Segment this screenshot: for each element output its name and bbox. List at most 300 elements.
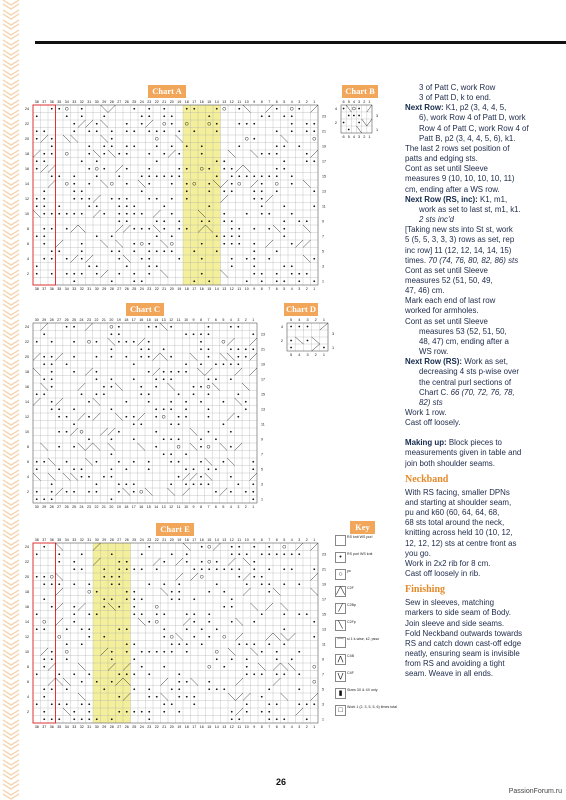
chart-number: 22: [25, 340, 29, 345]
chart-number: 7: [207, 505, 210, 509]
instr-line: inc row] 11 (12, 12, 14, 14, 15): [405, 245, 512, 255]
chart-number: 3: [332, 331, 335, 336]
chart-number: 6: [342, 100, 345, 104]
chart-number: 3: [261, 482, 263, 487]
chart-number: 2: [280, 338, 283, 343]
instr-line: cm, ending after a WS row.: [405, 184, 500, 194]
chart-number: 11: [176, 318, 181, 322]
chart-number: 38: [34, 538, 39, 542]
chart-number: 20: [25, 575, 29, 580]
chart-number: 9: [253, 100, 256, 104]
chart-number: 5: [222, 318, 225, 322]
chart-number: 14: [25, 620, 29, 625]
key-item: [335, 620, 400, 630]
key-text: RS knit WS purl: [347, 535, 373, 539]
chart-number: 1: [313, 538, 316, 542]
key-symbol-icon: ╱╲: [336, 588, 345, 595]
chart-number: 2: [314, 353, 317, 357]
chart-number: 3: [358, 135, 361, 139]
chart-number: 7: [268, 725, 271, 729]
chart-number: 36: [49, 100, 54, 104]
chart-number: 20: [109, 505, 114, 509]
instr-line: Join sleeve and side seams.: [405, 618, 505, 628]
chart-number: 11: [237, 725, 242, 729]
chart-number: 23: [87, 505, 91, 509]
chart-number: 38: [34, 725, 39, 729]
chart-number: 17: [192, 725, 197, 729]
chart-number: 38: [34, 287, 39, 291]
key-text: C4F: [347, 671, 354, 675]
instr-line: worked for armholes.: [405, 306, 479, 316]
chart-number: 22: [94, 505, 99, 509]
key-item: [335, 637, 400, 647]
chart-number: 30: [94, 287, 99, 291]
key-item: [335, 569, 400, 579]
instr-line: Mark each end of last row: [405, 296, 496, 306]
instr-line: 48, 47) cm, ending after a: [419, 336, 509, 346]
chart-number: 6: [27, 242, 29, 247]
chart-number: 15: [146, 505, 151, 509]
chart-number: 30: [94, 538, 99, 542]
chart-number: 30: [34, 505, 39, 509]
instr-line: WS row.: [419, 347, 449, 357]
chart-number: 16: [199, 100, 204, 104]
chart-number: 25: [132, 100, 137, 104]
chart-number: 26: [124, 287, 129, 291]
chart-number: 9: [192, 505, 195, 509]
instr-text: times.: [405, 255, 427, 265]
chart-number: 25: [132, 725, 137, 729]
chart-number: 1: [322, 353, 325, 357]
chart-number: 31: [87, 725, 92, 729]
chart-number: 35: [57, 725, 62, 729]
key-text: yo: [347, 569, 351, 573]
instr-line: knitting across held 10 (10, 12,: [405, 528, 513, 538]
instr-line: 6), work Row 4 of Patt D, work: [419, 113, 526, 123]
chart-number: 18: [25, 152, 29, 157]
chart-number: 1: [332, 345, 335, 350]
chart-number: 35: [57, 538, 62, 542]
chart-number: 37: [42, 287, 47, 291]
chart-number: 22: [154, 725, 159, 729]
key-item: [335, 688, 400, 698]
chart-number: 16: [139, 505, 144, 509]
chart-number: 13: [222, 725, 227, 729]
chart-number: 25: [72, 318, 77, 322]
chart-number: 34: [64, 100, 69, 104]
chart-number: 8: [27, 665, 29, 670]
chart-number: 10: [244, 538, 249, 542]
chart-number: 5: [261, 467, 263, 472]
chart-number: 27: [117, 725, 122, 729]
instr-line: The last 2 rows set position of: [405, 143, 510, 153]
chart-number: 35: [57, 100, 62, 104]
instr-line: Cast off loosely.: [405, 418, 461, 428]
watermark: PassionForum.ru: [508, 788, 562, 795]
chart-number: 11: [237, 100, 242, 104]
instr-line: patts and edging sts.: [405, 154, 478, 164]
instr-line: markers to side seam of Body.: [405, 608, 511, 618]
chart-number: 36: [49, 725, 54, 729]
key-symbol-icon: ▮: [335, 688, 346, 699]
chart-number: 11: [322, 204, 326, 209]
pattern-instructions: [405, 83, 563, 679]
chart-number: 21: [261, 347, 265, 352]
chart-d-grid: [287, 323, 328, 351]
instr-text: K1, p2 (3, 4, 4, 5,: [443, 103, 507, 113]
instr-line: [405, 103, 563, 113]
chart-number: 36: [49, 538, 54, 542]
instr-line: With RS facing, smaller DPNs: [405, 487, 510, 497]
chart-number: 2: [305, 725, 308, 729]
chart-number: 4: [352, 100, 355, 104]
instr-line: [405, 256, 563, 266]
chart-number: 32: [79, 725, 84, 729]
chart-number: 1: [376, 127, 379, 132]
chart-number: 16: [199, 538, 204, 542]
key-text: C4B: [347, 654, 354, 658]
chart-number: 16: [25, 385, 29, 390]
chart-number: 2: [305, 100, 308, 104]
chart-number: 17: [322, 159, 326, 164]
chart-c-grid: [33, 323, 257, 503]
chart-number: 1: [368, 135, 371, 139]
chart-number: 1: [261, 497, 263, 502]
key-symbol-icon: ⋀: [335, 654, 346, 665]
chart-number: 4: [280, 324, 283, 329]
instr-line: 2 sts inc'd: [419, 215, 454, 225]
chart-number: 1: [368, 100, 371, 104]
chart-number: 29: [102, 100, 107, 104]
instr-line: seam. Weave in all ends.: [405, 669, 494, 679]
key-symbol-icon: ╱: [335, 603, 346, 614]
chart-number: 21: [101, 318, 106, 322]
chart-number: 28: [49, 318, 54, 322]
chart-number: 37: [42, 100, 47, 104]
chart-number: 14: [214, 725, 219, 729]
instr-line: Work in 2x2 rib for 8 cm.: [405, 558, 491, 568]
chart-number: 10: [184, 318, 189, 322]
instr-line: Sew in sleeves, matching: [405, 598, 495, 608]
key-item: [335, 552, 400, 562]
chart-number: 27: [117, 538, 122, 542]
chart-number: 6: [342, 135, 345, 139]
chart-number: 6: [27, 460, 29, 465]
chart-number: 15: [207, 287, 212, 291]
chart-number: 17: [131, 505, 136, 509]
instr-line: Fold Neckband outwards towards: [405, 628, 523, 638]
chart-number: 20: [169, 100, 174, 104]
chart-b-label: Chart B: [342, 85, 378, 98]
chart-number: 21: [322, 567, 326, 572]
chart-number: 17: [131, 318, 136, 322]
chart-number: 8: [200, 318, 202, 322]
chart-number: 15: [207, 725, 212, 729]
chart-number: 21: [322, 129, 326, 134]
chart-number: 24: [139, 538, 144, 542]
chart-number: 12: [169, 318, 174, 322]
chart-number: 13: [322, 189, 326, 194]
chart-number: 5: [283, 725, 286, 729]
chart-number: 17: [192, 100, 197, 104]
chart-number: 3: [237, 505, 240, 509]
key-symbol-icon: □: [335, 705, 346, 716]
instr-line: Cont as set until Sleeve: [405, 316, 488, 326]
chart-c-label: Chart C: [126, 303, 164, 316]
chart-number: 4: [229, 505, 232, 509]
chart-number: 13: [161, 505, 166, 509]
chart-number: 35: [57, 287, 62, 291]
chart-number: 16: [25, 167, 29, 172]
chart-number: 23: [147, 725, 152, 729]
chart-number: 7: [268, 100, 271, 104]
chart-number: 12: [25, 415, 29, 420]
chart-number: 18: [124, 505, 129, 509]
chart-number: 8: [260, 538, 263, 542]
neckband-heading: Neckband: [405, 473, 449, 485]
chart-number: 16: [199, 725, 204, 729]
chart-number: 2: [27, 272, 29, 277]
instr-line: decreasing 4 sts p-wise over: [419, 367, 519, 377]
chart-number: 30: [34, 318, 39, 322]
chart-number: 34: [64, 287, 69, 291]
instr-text: 66 (70, 72, 76, 78,: [448, 387, 515, 397]
chart-number: 28: [49, 505, 54, 509]
chart-number: 1: [313, 287, 316, 291]
chart-number: 4: [290, 725, 293, 729]
chart-number: 37: [42, 538, 47, 542]
chart-number: 4: [298, 353, 301, 357]
chart-number: 26: [64, 318, 69, 322]
chart-number: 19: [177, 100, 182, 104]
chart-number: 3: [298, 725, 301, 729]
chart-number: 1: [322, 279, 324, 284]
chart-number: 1: [313, 100, 316, 104]
chart-a-label: Chart A: [148, 85, 186, 98]
chart-number: 1: [252, 318, 255, 322]
chart-number: 2: [305, 287, 308, 291]
chart-number: 25: [132, 538, 137, 542]
chart-number: 3: [322, 264, 324, 269]
instr-line: Work 1 row.: [405, 408, 447, 417]
chart-number: 15: [322, 612, 326, 617]
chart-number: 23: [147, 538, 152, 542]
instr-line: 12, 12, 12) sts at centre front as: [405, 538, 517, 548]
chart-number: 12: [229, 538, 234, 542]
chart-number: 13: [222, 538, 227, 542]
chart-number: 17: [192, 287, 197, 291]
chart-number: 24: [25, 107, 29, 112]
chart-number: 27: [117, 100, 122, 104]
chart-number: 2: [27, 710, 29, 715]
chart-number: 24: [79, 318, 84, 322]
chart-number: 18: [184, 538, 189, 542]
chart-number: 4: [334, 106, 337, 111]
finishing-heading: Finishing: [405, 584, 446, 596]
chart-number: 2: [244, 505, 247, 509]
chart-number: 3: [322, 702, 324, 707]
chart-number: 29: [42, 318, 47, 322]
chart-number: 13: [222, 287, 227, 291]
chart-number: 15: [207, 538, 212, 542]
chart-number: 22: [94, 318, 99, 322]
chart-number: 5: [322, 687, 324, 692]
chart-number: 3: [358, 100, 361, 104]
chart-number: 4: [27, 475, 29, 480]
instr-line: measures 53 (52, 51, 50,: [419, 326, 507, 336]
key-text: sl 1 k-wise, k2, psso: [347, 637, 380, 641]
chart-b-grid: [341, 105, 372, 133]
chart-number: 12: [229, 725, 234, 729]
chart-number: 26: [124, 725, 129, 729]
chart-number: 7: [268, 287, 271, 291]
chart-number: 21: [162, 725, 167, 729]
chart-number: 7: [268, 538, 271, 542]
chart-number: 29: [102, 538, 107, 542]
chart-number: 19: [177, 538, 182, 542]
chart-d-label: Chart D: [284, 303, 318, 316]
instr-text: K1, m1,: [477, 194, 508, 204]
chart-number: 19: [177, 287, 182, 291]
chart-number: 17: [192, 538, 197, 542]
key-symbol-icon: [335, 535, 346, 546]
chart-number: 10: [244, 287, 249, 291]
instr-line: from RS and avoiding a tight: [405, 659, 505, 669]
chart-number: 6: [275, 287, 278, 291]
chart-number: 2: [27, 490, 29, 495]
instr-line: [405, 195, 563, 205]
chart-number: 10: [244, 725, 249, 729]
key-text: C2F: [347, 586, 354, 590]
chart-number: 5: [347, 135, 350, 139]
instr-line: [Taking new sts into St st, work: [405, 225, 513, 235]
next-row-inc-heading: Next Row (RS, inc):: [405, 194, 478, 204]
chart-number: 30: [94, 100, 99, 104]
chart-number: 13: [161, 318, 166, 322]
chart-number: 7: [207, 318, 210, 322]
instr-line: Cast off loosely in rib.: [405, 569, 481, 579]
instr-text: Chart C.: [419, 387, 449, 397]
instr-line: you go.: [405, 548, 431, 558]
instr-line: 68 sts total around the neck,: [405, 518, 505, 528]
chart-number: 22: [154, 287, 159, 291]
chart-number: 15: [146, 318, 151, 322]
instr-line: 82) sts: [419, 397, 443, 407]
chart-number: 8: [27, 445, 29, 450]
chart-number: 8: [200, 505, 202, 509]
chart-number: 31: [87, 287, 92, 291]
chart-number: 8: [260, 100, 263, 104]
instr-line: work as set to last st, m1, k1.: [419, 204, 521, 214]
chart-number: 3: [306, 353, 309, 357]
chart-number: 18: [124, 318, 129, 322]
instr-line: Cont as set until Sleeve: [405, 265, 488, 275]
chart-number: 18: [184, 287, 189, 291]
chart-number: 11: [237, 538, 242, 542]
chart-number: 6: [214, 318, 217, 322]
chart-number: 29: [102, 287, 107, 291]
instr-line: [405, 438, 563, 448]
chart-number: 19: [322, 582, 326, 587]
chart-number: 4: [290, 538, 293, 542]
key-item: [335, 671, 400, 681]
key-symbol-icon: •: [335, 552, 346, 563]
chart-number: 18: [184, 100, 189, 104]
chart-number: 20: [25, 137, 29, 142]
chart-number: 6: [27, 680, 29, 685]
instr-line: Row 4 of Patt C, work Row 4 of: [419, 123, 529, 133]
chart-number: 14: [25, 400, 29, 405]
chart-number: 16: [199, 287, 204, 291]
chart-number: 3: [306, 318, 309, 322]
key-label: Key: [350, 521, 375, 534]
chart-number: 28: [109, 287, 114, 291]
chart-number: 15: [261, 392, 265, 397]
chart-number: 6: [275, 538, 278, 542]
chart-number: 4: [352, 135, 355, 139]
chart-number: 27: [57, 318, 62, 322]
chart-number: 22: [154, 100, 159, 104]
chart-number: 19: [116, 318, 121, 322]
chart-number: 3: [298, 287, 301, 291]
chart-number: 4: [298, 318, 301, 322]
instr-line: the central purl sections of: [419, 377, 512, 387]
chart-number: 15: [207, 100, 212, 104]
chart-number: 28: [109, 725, 114, 729]
chart-number: 8: [260, 287, 263, 291]
chart-number: 9: [322, 657, 324, 662]
chart-number: 7: [322, 672, 324, 677]
chart-number: 8: [260, 725, 263, 729]
key-item: [335, 535, 400, 545]
chart-number: 32: [79, 538, 84, 542]
next-row-rs-heading: Next Row (RS):: [405, 357, 462, 367]
chart-number: 23: [322, 552, 326, 557]
instr-line: measures 9 (10, 10, 10, 10, 11): [405, 174, 515, 184]
chart-number: 2: [314, 318, 317, 322]
chart-number: 32: [79, 100, 84, 104]
key-item: [335, 603, 400, 613]
instr-line: 3 of Patt C, work Row: [419, 83, 496, 92]
chart-number: 9: [253, 725, 256, 729]
chart-number: 5: [290, 318, 293, 322]
chart-number: 6: [275, 100, 278, 104]
chart-number: 20: [169, 538, 174, 542]
chart-number: 1: [322, 318, 325, 322]
chart-number: 2: [363, 135, 366, 139]
instr-line: pu and k60 (60, 64, 64, 68,: [405, 508, 500, 518]
chart-number: 24: [79, 505, 84, 509]
chart-number: 19: [261, 362, 265, 367]
instr-line: 3 of Patt D, k to end.: [419, 93, 491, 103]
chart-number: 25: [132, 287, 137, 291]
chart-number: 26: [124, 100, 129, 104]
chart-number: 23: [147, 100, 152, 104]
chart-number: 9: [253, 538, 256, 542]
chart-number: 12: [229, 100, 234, 104]
chart-a-grid: [33, 105, 318, 285]
chart-number: 11: [322, 642, 326, 647]
chart-number: 36: [49, 287, 54, 291]
chart-number: 11: [176, 505, 181, 509]
chart-number: 34: [64, 538, 69, 542]
key-item: [335, 705, 400, 715]
instr-line: measures 52 (51, 50, 49,: [405, 275, 493, 285]
chart-number: 3: [376, 113, 379, 118]
chart-number: 33: [72, 538, 77, 542]
chart-number: 16: [139, 318, 144, 322]
instr-line: Cont as set until Sleeve: [405, 164, 488, 174]
